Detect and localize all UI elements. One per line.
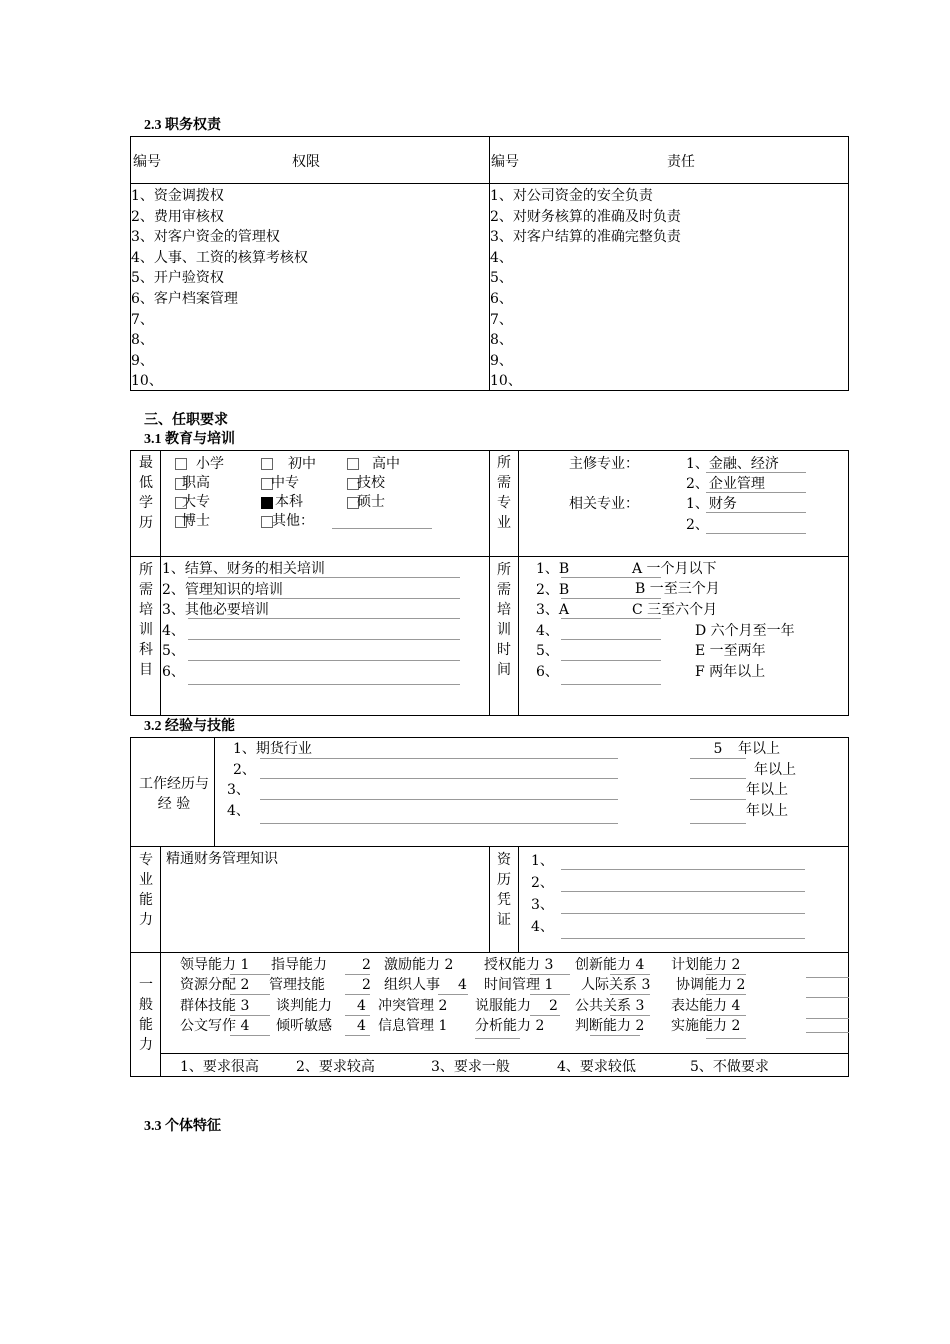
section-title-2-3: 2.3 职务权责 [144,118,221,133]
ability-item: 实施能力 2 [671,1018,741,1034]
edu-option-label: 技校 [357,475,385,491]
list-item: 6、客户档案管理 [131,290,238,307]
edu-other-input[interactable] [332,528,432,529]
list-item: 3、对客户结算的准确完整负责 [490,229,681,246]
list-item: 1、B [536,561,570,577]
list-item: 2、费用审核权 [131,208,224,225]
main-major-label: 主修专业： [569,456,639,472]
edu-option-label: 职高 [182,475,210,491]
years-suffix: 年以上 [746,782,788,798]
list-item: 2、B [536,581,570,598]
cert-label: 资历凭证 [497,852,511,928]
edu-option-label: 大专 [182,494,210,510]
list-item: 4、 [162,622,185,639]
list-item: 5、 [162,643,185,660]
edu-option-label: 初中 [288,456,316,472]
work-exp-years: 5 [713,741,723,757]
list-item: 9、 [131,352,154,369]
list-item: 1、资金调拨权 [131,188,224,204]
work-exp-item: 1、期货行业 [233,741,312,757]
list-item: 7、 [131,311,154,328]
cert-item: 2、 [531,875,554,891]
ability-item: 人际关系 3 [581,977,651,993]
ability-item: 冲突管理 2 [378,998,448,1014]
years-suffix: 年以上 [738,741,780,757]
section-title-3-1: 3.1 教育与培训 [144,432,235,447]
header-no-left: 编号 [133,154,161,170]
edu-option-label: 中专 [271,475,299,491]
list-item: 9、 [490,352,513,369]
ability-item: 谈判能力 [276,998,332,1014]
list-item: 4、 [536,622,559,639]
ability-level: 4 [458,977,467,993]
list-item: 7、 [490,311,513,328]
ability-item: 表达能力 4 [671,998,741,1014]
list-item: 5、 [490,270,513,287]
list-item: 10、 [490,373,522,390]
ability-level: 4 [357,1018,366,1034]
cert-item: 4、 [531,919,554,935]
header-no-right: 编号 [491,154,519,170]
general-ability-label: 一般能力 [139,977,153,1053]
section-title-3: 三、任职要求 [144,413,228,428]
edu-option-label: 博士 [182,513,210,529]
list-item: 6、 [490,290,513,307]
edu-option-label: 小学 [196,456,224,472]
responsibility-list [490,186,681,392]
list-item: 3、A [536,602,570,619]
ability-item: 时间管理 1 [484,977,554,993]
list-item: 2、对财务核算的准确及时负责 [490,208,681,225]
ability-scale-item: 3、要求一般 [431,1059,510,1075]
training-time-option: C 三至六个月 [632,602,718,618]
edu-option-label: 本科 [275,494,303,510]
edu-checkbox-primary[interactable] [175,458,187,470]
min-education-label: 最低学历 [139,455,153,531]
ability-item: 资源分配 2 [180,977,250,993]
training-time-label: 所需培训时间 [497,562,511,678]
section-title-3-2: 3.2 经验与技能 [144,719,235,734]
ability-item: 组织人事 [384,977,440,993]
section-title-3-3: 3.3 个体特征 [144,1119,221,1134]
training-time-option: E 一至两年 [695,643,766,659]
edu-option-label: 硕士 [357,494,385,510]
edu-checkbox-junior[interactable] [261,458,273,470]
ability-item: 公共关系 3 [575,998,645,1014]
ability-level: 2 [362,957,371,973]
work-exp-item: 4、 [227,803,250,819]
ability-item: 协调能力 2 [676,977,746,993]
edu-checkbox-senior[interactable] [347,458,359,470]
list-item: 5、 [536,643,559,660]
work-exp-item: 3、 [227,782,250,798]
list-item: 10、 [131,373,163,390]
authority-list [131,186,308,392]
ability-scale-item: 5、不做要求 [690,1059,769,1075]
related-major-value: 1、财务 [686,496,737,512]
edu-checkbox-bachelor[interactable] [261,497,273,509]
related-major-value: 2、 [686,517,709,533]
list-item: 4、 [490,249,513,266]
pro-ability-label: 专业能力 [139,852,153,928]
main-major-value: 1、金融、经济 [686,456,779,472]
ability-item: 倾听敏感 [276,1018,332,1034]
list-item: 2、管理知识的培训 [162,581,283,598]
list-item: 3、对客户资金的管理权 [131,229,280,246]
related-major-label: 相关专业： [569,496,639,512]
list-item: 6、 [536,663,559,680]
training-time-option: F 两年以上 [695,664,766,680]
list-item: 4、人事、工资的核算考核权 [131,249,308,266]
major-label: 所需专业 [497,455,511,531]
work-exp-label: 工作经历与 经 验 [139,776,209,812]
ability-item: 说服能力 [475,998,531,1014]
training-subject-label: 所需培训科目 [139,562,153,678]
ability-item: 领导能力 1 [180,957,250,973]
years-suffix: 年以上 [754,762,796,778]
ability-item: 公文写作 4 [180,1018,250,1034]
training-time-option: A 一个月以下 [632,561,717,577]
ability-item: 创新能力 4 [575,957,645,973]
edu-option-label: 高中 [372,456,400,472]
main-major-value: 2、企业管理 [686,476,765,492]
ability-level: 2 [362,977,371,993]
ability-scale-item: 4、要求较低 [557,1059,636,1075]
ability-item: 计划能力 2 [671,957,741,973]
header-responsibility: 责任 [667,154,695,170]
cert-item: 1、 [531,853,554,869]
list-item: 6、 [162,663,185,680]
list-item: 5、开户验资权 [131,270,224,287]
ability-item: 管理技能 [269,977,325,993]
ability-item: 判断能力 2 [575,1018,645,1034]
ability-scale-item: 2、要求较高 [296,1059,375,1075]
training-time-option: B 一至三个月 [635,581,720,597]
work-exp-item: 2、 [233,762,256,778]
list-item: 1、结算、财务的相关培训 [162,561,325,577]
years-suffix: 年以上 [746,803,788,819]
pro-ability-text: 精通财务管理知识 [166,851,278,867]
ability-level: 4 [357,998,366,1014]
ability-level: 2 [549,998,558,1014]
list-item: 1、对公司资金的安全负责 [490,188,653,204]
ability-item: 分析能力 2 [475,1018,545,1034]
ability-item: 激励能力 2 [384,957,454,973]
list-item: 8、 [131,332,154,349]
ability-item: 信息管理 1 [378,1018,448,1034]
cert-item: 3、 [531,897,554,913]
ability-item: 群体技能 3 [180,998,250,1014]
edu-option-label: 其他： [272,513,314,529]
list-item: 3、其他必要培训 [162,602,269,619]
training-time-option: D 六个月至一年 [695,623,795,639]
ability-item: 授权能力 3 [484,957,554,973]
header-authority: 权限 [292,154,320,170]
ability-item: 指导能力 [271,957,327,973]
ability-scale-item: 1、要求很高 [180,1059,259,1075]
list-item: 8、 [490,332,513,349]
